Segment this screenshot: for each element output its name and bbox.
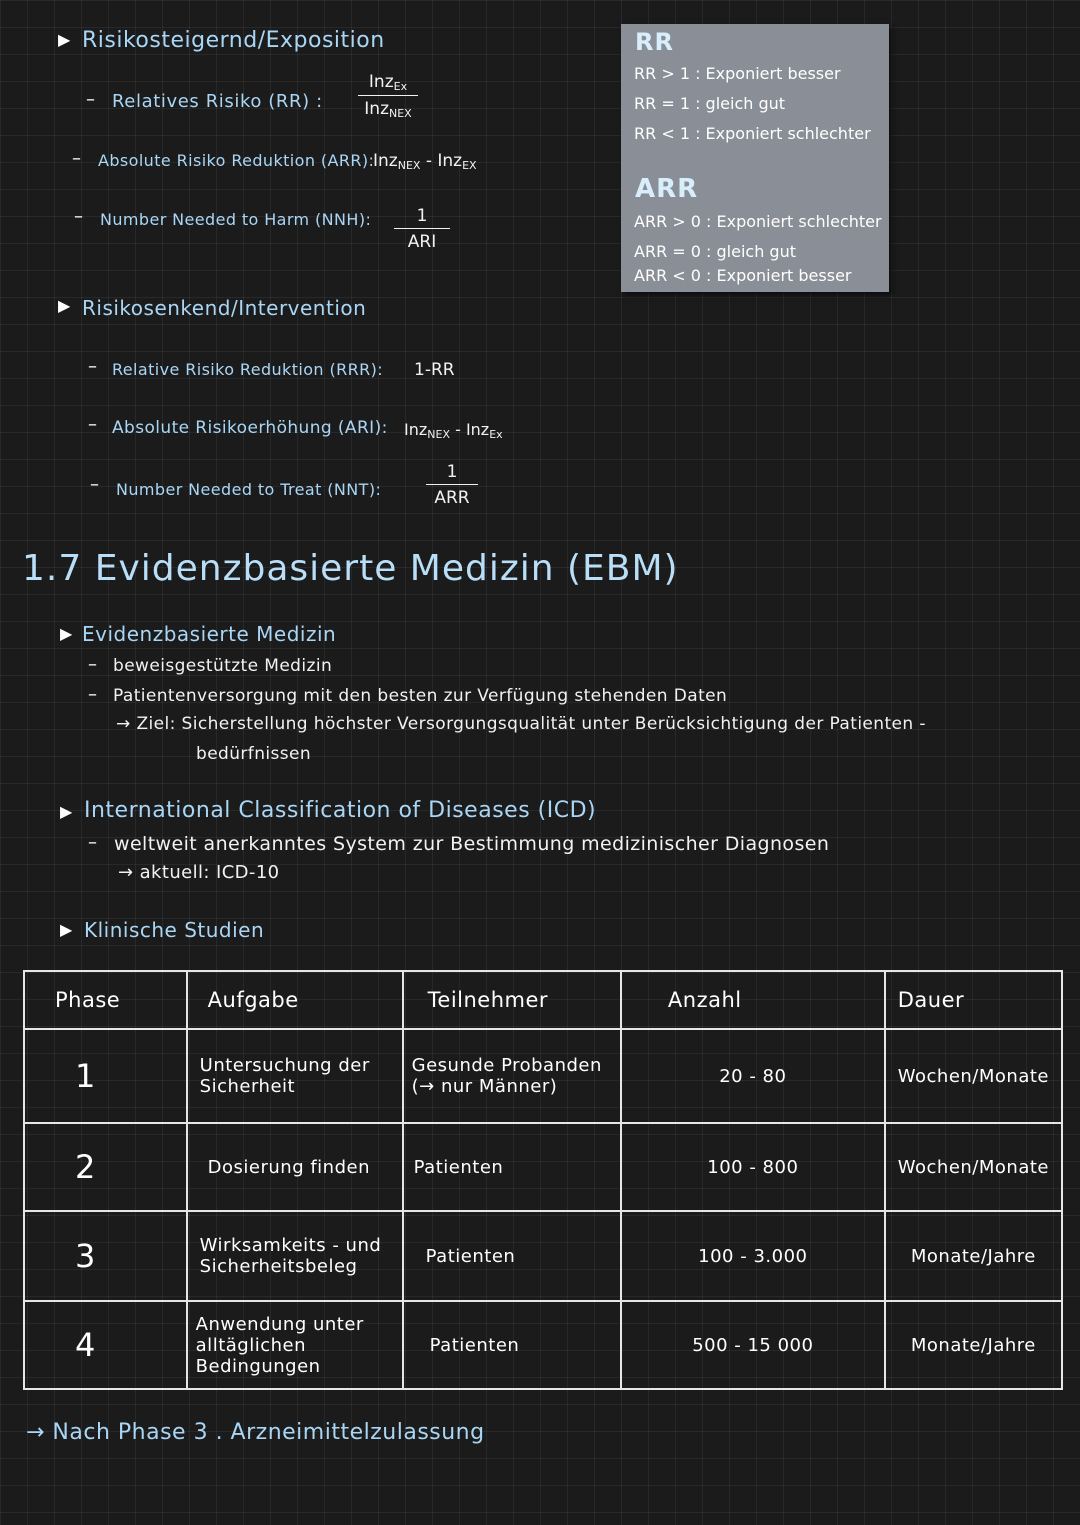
cell-duration: Monate/Jahre — [885, 1301, 1062, 1389]
ebm-goal-2: bedürfnissen — [196, 744, 312, 764]
col-count: Anzahl — [621, 971, 885, 1029]
cell-count: 100 - 800 — [621, 1123, 885, 1211]
bullet-icon: ▶ — [58, 30, 71, 49]
box-rr-line: RR > 1 : Exponiert besser — [634, 64, 841, 83]
section-title: 1.7 Evidenzbasierte Medizin (EBM) — [22, 548, 679, 589]
heading-icd: International Classification of Diseases (ICD) — [84, 798, 597, 823]
approval-note: → Nach Phase 3 . Arzneimittelzulassung — [26, 1420, 485, 1445]
cell-task: Anwendung unter alltäglichen Bedingungen — [187, 1301, 403, 1389]
rr-label: Relatives Risiko (RR) : — [112, 91, 323, 112]
rrr-formula: 1-RR — [414, 360, 455, 380]
cell-task: Dosierung finden — [187, 1123, 403, 1211]
ebm-goal-1: → Ziel: Sicherstellung höchster Versorgungsqualität unter Berücksichtigung der Patienten - — [116, 714, 926, 734]
cell-duration: Wochen/Monate — [885, 1123, 1062, 1211]
bullet-icon: ▶ — [60, 624, 73, 643]
box-arr-title: ARR — [635, 174, 699, 204]
col-participants: Teilnehmer — [403, 971, 621, 1029]
ebm-line1: beweisgestützte Medizin — [113, 656, 333, 676]
arr-formula: Inz$_{NEX}$ - Inz$_{EX}$ — [373, 151, 477, 172]
dash: – — [90, 474, 99, 495]
rr-denominator: Inz$_{NEX}$ — [364, 99, 412, 120]
cell-participants: Gesunde Probanden (→ nur Männer) — [403, 1029, 621, 1123]
dash: – — [88, 832, 97, 853]
cell-count: 20 - 80 — [621, 1029, 885, 1123]
rr-arr-info-box — [621, 24, 889, 292]
box-rr-line: RR < 1 : Exponiert schlechter — [634, 124, 871, 143]
bullet-icon: ▶ — [58, 296, 71, 315]
heading-risk-down: Risikosenkend/Intervention — [82, 296, 367, 320]
bullet-icon: ▶ — [60, 920, 73, 939]
clinical-studies-table — [23, 970, 1063, 1390]
box-arr-line: ARR < 0 : Exponiert besser — [634, 266, 852, 285]
table-row — [24, 1123, 1062, 1211]
arr-label: Absolute Risiko Reduktion (ARR): — [98, 151, 375, 170]
nnt-denominator: ARR — [434, 488, 470, 508]
table-row — [24, 1029, 1062, 1123]
col-phase: Phase — [24, 971, 187, 1029]
dash: – — [72, 148, 81, 169]
cell-phase: 2 — [24, 1123, 187, 1211]
nnt-numerator: 1 — [426, 462, 478, 485]
dash: – — [88, 356, 97, 377]
cell-participants: Patienten — [403, 1211, 621, 1301]
col-duration: Dauer — [885, 971, 1062, 1029]
cell-participants: Patienten — [403, 1123, 621, 1211]
ari-label: Absolute Risikoerhöhung (ARI): — [112, 418, 388, 438]
cell-phase: 4 — [24, 1301, 187, 1389]
cell-participants: Patienten — [403, 1301, 621, 1389]
box-arr-line: ARR > 0 : Exponiert schlechter — [634, 212, 882, 231]
cell-duration: Wochen/Monate — [885, 1029, 1062, 1123]
col-task: Aufgabe — [187, 971, 403, 1029]
box-rr-title: RR — [635, 28, 674, 56]
cell-phase: 3 — [24, 1211, 187, 1301]
nnh-denominator: ARI — [407, 232, 437, 252]
rr-numerator: Inz$_{Ex}$ — [358, 72, 418, 96]
cell-duration: Monate/Jahre — [885, 1211, 1062, 1301]
table-row — [24, 1211, 1062, 1301]
icd-line2: → aktuell: ICD-10 — [118, 862, 280, 883]
dash: – — [74, 206, 83, 227]
table-row — [24, 1301, 1062, 1389]
dash: – — [88, 414, 97, 435]
cell-task: Untersuchung der Sicherheit — [187, 1029, 403, 1123]
nnt-label: Number Needed to Treat (NNT): — [116, 480, 382, 499]
heading-risk-up: Risikosteigernd/Exposition — [82, 28, 385, 53]
cell-phase: 1 — [24, 1029, 187, 1123]
dash: – — [88, 654, 97, 675]
nnh-fraction — [394, 206, 450, 252]
cell-count: 500 - 15 000 — [621, 1301, 885, 1389]
ebm-line2: Patientenversorgung mit den besten zur Verfügung stehenden Daten — [113, 686, 728, 706]
cell-count: 100 - 3.000 — [621, 1211, 885, 1301]
ari-formula: Inz$_{NEX}$ - Inz$_{Ex}$ — [404, 420, 503, 441]
heading-studies: Klinische Studien — [84, 918, 265, 942]
dash: – — [86, 89, 95, 110]
table-header-row — [24, 971, 1062, 1029]
box-arr-line: ARR = 0 : gleich gut — [634, 242, 796, 261]
nnh-numerator: 1 — [394, 206, 450, 229]
rrr-label: Relative Risiko Reduktion (RRR): — [112, 360, 384, 379]
nnh-label: Number Needed to Harm (NNH): — [100, 210, 372, 229]
nnt-fraction — [426, 462, 478, 508]
box-rr-line: RR = 1 : gleich gut — [634, 94, 786, 113]
cell-task: Wirksamkeits - und Sicherheitsbeleg — [187, 1211, 403, 1301]
bullet-icon: ▶ — [60, 802, 73, 821]
heading-ebm: Evidenzbasierte Medizin — [82, 622, 337, 646]
rr-fraction — [358, 72, 418, 120]
icd-line1: weltweit anerkanntes System zur Bestimmung medizinischer Diagnosen — [114, 833, 830, 855]
dash: – — [88, 684, 97, 705]
